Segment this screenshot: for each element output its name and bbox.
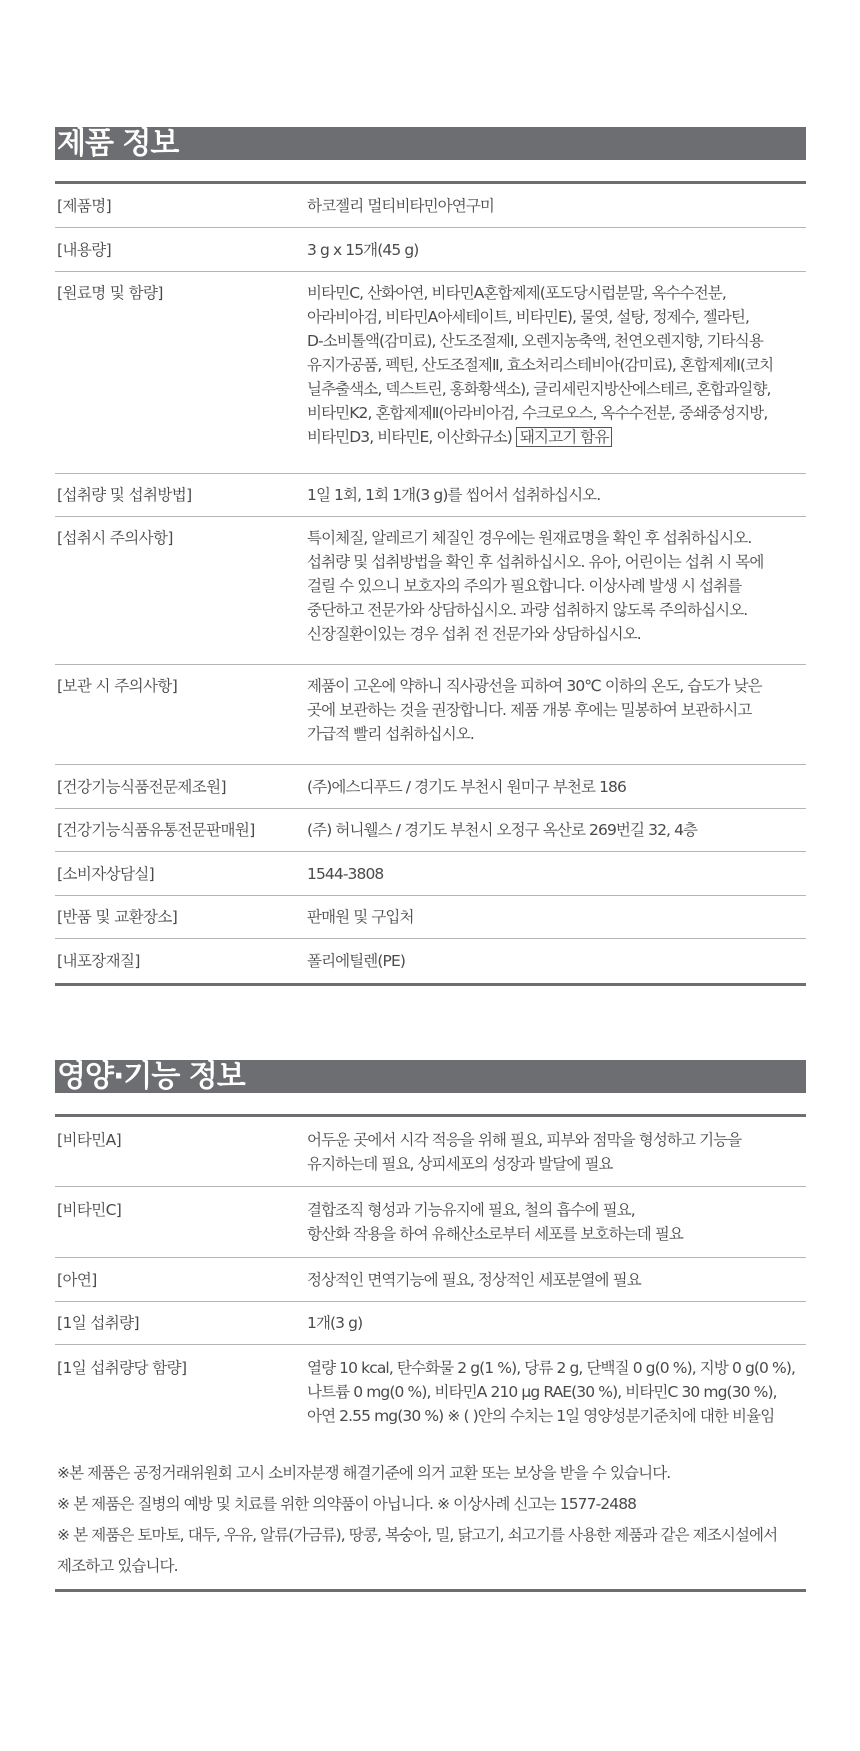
- notice-block: [55, 1458, 806, 1592]
- info-row-intake-caution: [55, 517, 806, 665]
- row-value: 하코젤리 멀티비타민아연구미: [307, 197, 494, 215]
- row-value: 제품이 고온에 약하니 직사광선을 피하여 30℃ 이하의 온도, 습도가 낮은 곳에 보관하는 것을 권장합니다. 제품 개봉 후에는 밀봉하여 보관하시고 가급적 빨리 섭취하십시오.: [307, 677, 762, 743]
- info-row-consumer-center: [55, 852, 806, 896]
- row-label: [내포장재질]: [57, 952, 140, 970]
- product-info-title: 제품 정보: [55, 127, 806, 160]
- info-row-return-place: [55, 896, 806, 939]
- row-label: [비타민A]: [57, 1131, 122, 1149]
- row-label: [원료명 및 함량]: [57, 284, 163, 302]
- row-label: [반품 및 교환장소]: [57, 908, 178, 926]
- nutrition-row-vitamin-a: [55, 1117, 806, 1187]
- row-label: [1일 섭취량당 함량]: [57, 1359, 187, 1377]
- row-label: [아연]: [57, 1271, 97, 1289]
- ingredients-text: 비타민C, 산화아연, 비타민A혼합제제(포도당시럽분말, 옥수수전분, 아라비아검, 비타민A아세테이트, 비타민E), 물엿, 설탕, 정제수, 젤라틴, D-소비톨액(감미료), 산도조절제Ⅰ, 오렌지농축액, 천연오렌지향, 기타식용 유지가공품, 펙틴, 산도조절제Ⅱ, 효소처리스테비아(감미료), 혼합제제Ⅰ(코치 닐추출색소, 덱스트린, 홍화황색소), 글리세린지방산에스테르, 혼합과일향, 비타민K2, 혼합제제Ⅱ(아라비아검, 수크로오스, 옥수수전분, 중쇄중성지방, 비타민D3, 비타민E, 이산화규소): [307, 284, 774, 446]
- row-label: [건강기능식품전문제조원]: [57, 778, 226, 796]
- notice-not-medicine: ※ 본 제품은 질병의 예방 및 치료를 위한 의약품이 아닙니다. ※ 이상사례 신고는 1577-2488: [57, 1495, 637, 1513]
- nutrition-info-section: [55, 1060, 806, 1436]
- info-row-distributor: [55, 809, 806, 852]
- row-value: (주) 허니웰스 / 경기도 부천시 오정구 옥산로 269번길 32, 4층: [307, 821, 698, 839]
- nutrition-row-zinc: [55, 1258, 806, 1302]
- product-info-section: [55, 127, 806, 986]
- row-label: [섭취량 및 섭취방법]: [57, 486, 192, 504]
- product-info-bottom-rule: [55, 983, 806, 986]
- row-label: [비타민C]: [57, 1201, 122, 1219]
- info-row-manufacturer: [55, 765, 806, 809]
- row-value: [307, 281, 806, 473]
- info-row-contents: [55, 228, 806, 272]
- notice-bottom-rule: [55, 1589, 806, 1592]
- info-row-storage-caution: [55, 665, 806, 765]
- row-value: 정상적인 면역기능에 필요, 정상적인 세포분열에 필요: [307, 1271, 641, 1289]
- info-row-intake-method: [55, 474, 806, 517]
- info-row-packaging: [55, 939, 806, 983]
- row-value: 결합조직 형성과 기능유지에 필요, 철의 흡수에 필요, 항산화 작용을 하여 유해산소로부터 세포를 보호하는데 필요: [307, 1201, 683, 1243]
- row-label: [보관 시 주의사항]: [57, 677, 178, 695]
- row-value: 1일 1회, 1회 1개(3 g)를 씹어서 섭취하십시오.: [307, 486, 601, 504]
- row-value: (주)에스디푸드 / 경기도 부천시 원미구 부천로 186: [307, 778, 626, 796]
- row-label: [제품명]: [57, 197, 112, 215]
- nutrition-row-vitamin-c: [55, 1187, 806, 1258]
- row-value: 1개(3 g): [307, 1314, 363, 1332]
- row-value: 1544-3808: [307, 865, 384, 883]
- nutrition-info-title: 영양·기능 정보: [55, 1060, 806, 1093]
- notice-allergen-facility: ※ 본 제품은 토마토, 대두, 우유, 알류(가금류), 땅콩, 복숭아, 밀, 닭고기, 쇠고기를 사용한 제품과 같은 제조시설에서 제조하고 있습니다.: [57, 1526, 778, 1575]
- row-label: [섭취시 주의사항]: [57, 529, 173, 547]
- row-value: 어두운 곳에서 시각 적응을 위해 필요, 피부와 점막을 형성하고 기능을 유지하는데 필요, 상피세포의 성장과 발달에 필요: [307, 1131, 742, 1173]
- row-value: 폴리에틸렌(PE): [307, 952, 406, 970]
- row-value: 특이체질, 알레르기 체질인 경우에는 원재료명을 확인 후 섭취하십시오. 섭취량 및 섭취방법을 확인 후 섭취하십시오. 유아, 어린이는 섭취 시 목에 걸릴 수 있으니 보호자의 주의가 필요합니다. 이상사례 발생 시 섭취를 중단하고 전문가와 상담하십시오. 과량 섭취하지 않도록 주의하십시오. 신장질환이있는 경우 섭취 전 전문가와 상담하십시오.: [307, 529, 764, 643]
- row-label: [건강기능식품유통전문판매원]: [57, 821, 255, 839]
- row-value: 열량 10 kcal, 탄수화물 2 g(1 %), 당류 2 g, 단백질 0 g(0 %), 지방 0 g(0 %), 나트륨 0 mg(0 %), 비타민A 210 μg RAE(30 %), 비타민C 30 mg(30 %), 아연 2.55 mg(30 %) ※ ( )안의 수치는 1일 영양성분기준치에 대한 비율임: [307, 1359, 796, 1425]
- row-label: [1일 섭취량]: [57, 1314, 139, 1332]
- row-value: 3 g x 15개(45 g): [307, 241, 419, 259]
- info-row-ingredients: [55, 272, 806, 474]
- allergen-tag: 돼지고기 함유: [516, 427, 612, 447]
- notice-exchange: ※본 제품은 공정거래위원회 고시 소비자분쟁 해결기준에 의거 교환 또는 보상을 받을 수 있습니다.: [57, 1464, 671, 1482]
- info-row-product-name: [55, 184, 806, 228]
- nutrition-row-daily-intake: [55, 1302, 806, 1345]
- row-label: [소비자상담실]: [57, 865, 155, 883]
- nutrition-row-daily-content: [55, 1345, 806, 1436]
- row-label: [내용량]: [57, 241, 112, 259]
- row-value: 판매원 및 구입처: [307, 908, 414, 926]
